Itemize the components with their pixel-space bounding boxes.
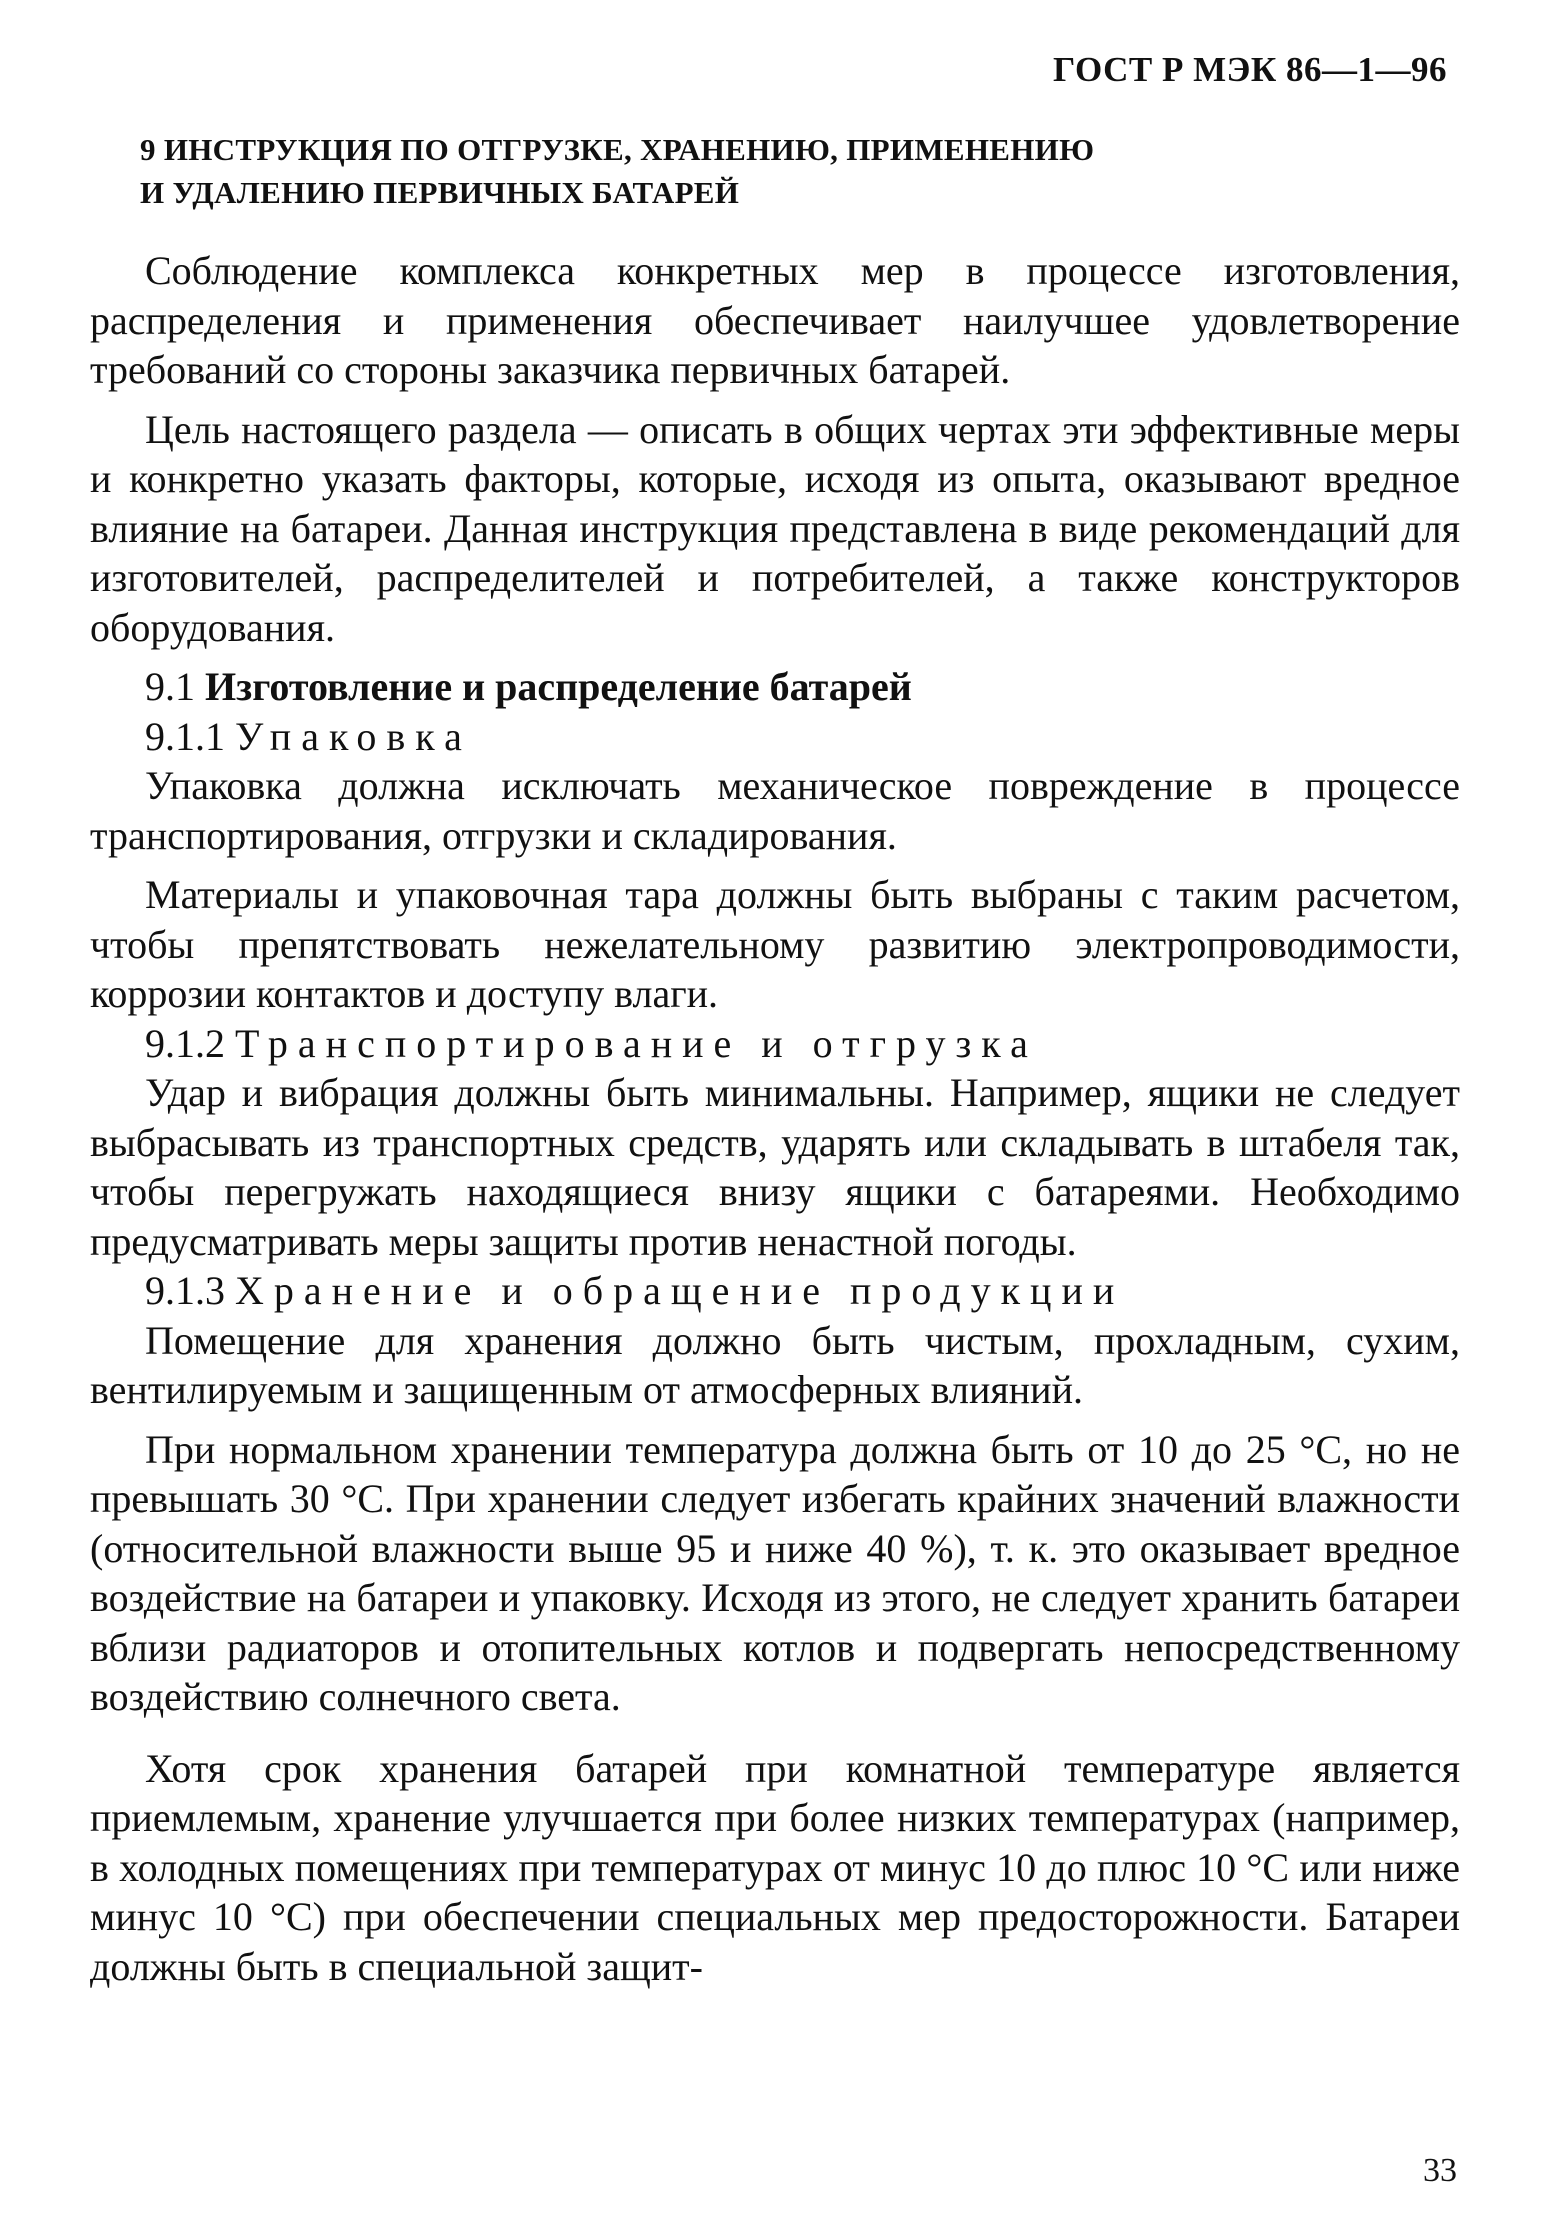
section-title-line1: 9 ИНСТРУКЦИЯ ПО ОТГРУЗКЕ, ХРАНЕНИЮ, ПРИМЕНЕНИЮ bbox=[140, 132, 1095, 167]
subsection-title: Упаковка bbox=[235, 713, 472, 759]
paragraph-9-1-1-a: Упаковка должна исключать механическое повреждение в процессе транспортирования, отгрузки и складирования. bbox=[90, 763, 1460, 858]
section-title-line2: И УДАЛЕНИЮ ПЕРВИЧНЫХ БАТАРЕЙ bbox=[140, 175, 740, 210]
section-title bbox=[140, 128, 1440, 214]
paragraph-9-1-2-a: Удар и вибрация должны быть минимальны. Например, ящики не следует выбрасывать из транспортных средств, ударять или складывать в штабеля так, чтобы перегружать находящиеся внизу ящики с батареями. Необходимо предусматривать меры защиты против ненастной погоды. bbox=[90, 1070, 1460, 1264]
paragraph-intro-2: Цель настоящего раздела — описать в общих чертах эти эффективные меры и конкретно указать факторы, которые, исходя из опыта, оказывают вредное влияние на батареи. Данная инструкция представлена в виде рекомендаций для изготовителей, распределителей и потребителей, а также конструкторов оборудования. bbox=[90, 406, 1460, 650]
subsection-number: 9.1.2 bbox=[145, 1020, 225, 1066]
document-header: ГОСТ Р МЭК 86—1—96 bbox=[1053, 50, 1447, 89]
paragraph-intro-1: Соблюдение комплекса конкретных мер в процессе изготовления, распределения и применения обеспечивает наилучшее удовлетворение требований со стороны заказчика первичных батарей. bbox=[90, 248, 1460, 392]
subsection-heading-9-1 bbox=[90, 662, 1460, 712]
paragraph-9-1-3-c: Хотя срок хранения батарей при комнатной температуре является приемлемым, хранение улучшается при более низких температурах (например, в холодных помещениях при температурах от минус 10 до плюс 10 °С или ниже минус 10 °С) при обеспечении специальных мер предосторожности. Батареи должны быть в специальной защит- bbox=[90, 1745, 1460, 1989]
document-body bbox=[90, 246, 1460, 1991]
subsection-title: Хранение и обращение продукции bbox=[235, 1268, 1125, 1313]
page-number: 33 bbox=[1423, 2152, 1457, 2189]
subsection-heading-9-1-1 bbox=[90, 712, 1460, 762]
subsection-heading-9-1-2 bbox=[90, 1019, 1460, 1069]
subsection-number: 9.1.1 bbox=[145, 713, 225, 759]
subsection-number: 9.1.3 bbox=[145, 1268, 225, 1313]
paragraph-9-1-1-b: Материалы и упаковочная тара должны быть выбраны с таким расчетом, чтобы препятствовать нежелательному развитию электропроводимости, коррозии контактов и доступу влаги. bbox=[90, 872, 1460, 1016]
subsection-title: Транспортирование и отгрузка bbox=[235, 1020, 1038, 1066]
subsection-heading-9-1-3 bbox=[90, 1266, 1460, 1316]
subsection-number: 9.1 bbox=[145, 664, 195, 709]
paragraph-9-1-3-b: При нормальном хранении температура должна быть от 10 до 25 °С, но не превышать 30 °С. При хранении следует избегать крайних значений влажности (относительной влажности выше 95 и ниже 40 %), т. к. это оказывает вредное воздействие на батареи и упаковку. Исходя из этого, не следует хранить батареи вблизи радиаторов и отопительных котлов и подвергать непосредственному воздействию солнечного света. bbox=[90, 1426, 1460, 1719]
subsection-title: Изготовление и распределение батарей bbox=[205, 664, 912, 709]
paragraph-9-1-3-a: Помещение для хранения должно быть чистым, прохладным, сухим, вентилируемым и защищенным от атмосферных влияний. bbox=[90, 1317, 1460, 1412]
